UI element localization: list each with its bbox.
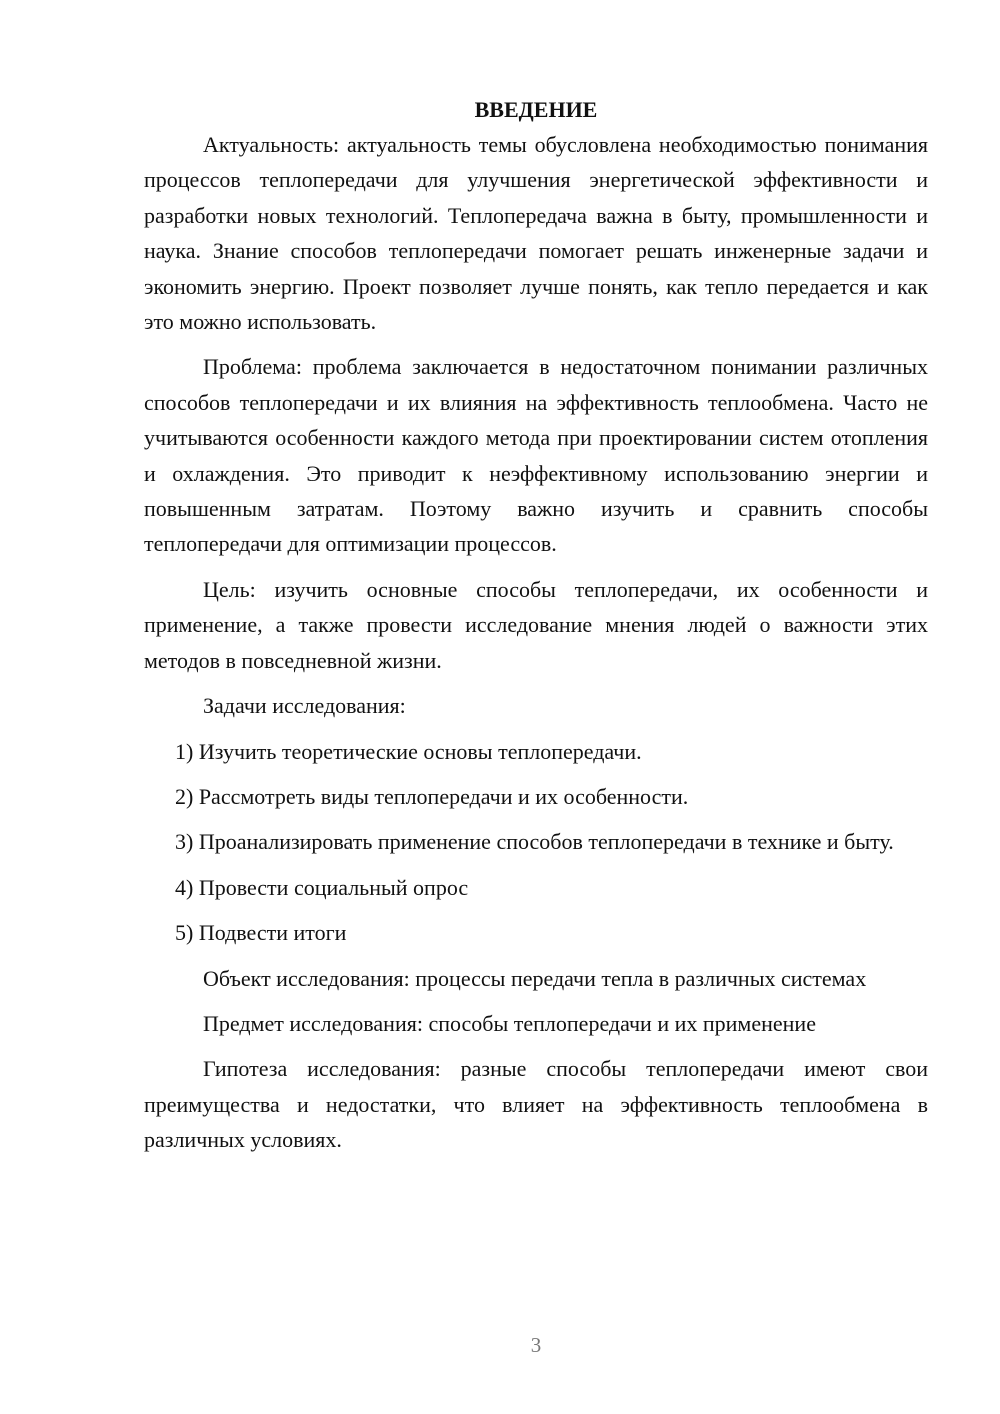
task-item: 4) Провести социальный опрос [175,874,469,900]
page-number: 3 [530,1333,542,1357]
task-item: 2) Рассмотреть виды теплопередачи и их особенности. [175,783,689,809]
task-item: 5) Подвести итоги [175,920,347,946]
paragraph-object: Объект исследования: процессы передачи тепла в различных системах [203,965,867,991]
paragraph-subject: Предмет исследования: способы теплопередачи и их применение [203,1010,816,1036]
paragraph-hypothesis: Гипотеза исследования: разные способы теплопередачи имеют свои преимущества и недостатки, что влияет на эффективность теплообмена в различных условиях. [144,1056,928,1153]
paragraph-tasks-heading: Задачи исследования: [203,693,406,719]
tasks-list [144,734,928,951]
paragraph-goal: Цель: изучить основные способы теплопередачи, их особенности и применение, а также провести исследование мнения людей о важности этих методов в повседневной жизни. [144,576,928,673]
task-item: 3) Проанализировать применение способов теплопередачи в технике и быту. [175,829,894,855]
page-title: ВВЕДЕНИЕ [474,97,598,122]
paragraph-problem: Проблема: проблема заключается в недостаточном понимании различных способов теплопередачи и их влияния на эффективность теплообмена. Часто не учитываются особенности каждого метода при проектировании систем отопления и охлаждения. Это приводит к неэффективному использованию энергии и повышенным затратам. Поэтому важно изучить и сравнить способы теплопередачи для оптимизации процессов. [144,354,928,557]
page-content [144,92,928,1168]
task-item: 1) Изучить теоретические основы теплопередачи. [175,738,642,764]
paragraph-relevance: Актуальность: актуальность темы обусловлена необходимостью понимания процессов теплопередачи для улучшения энергетической эффективности и разработки новых технологий. Теплопередача важна в быту, промышленности и наука. Знание способов теплопередачи помогает решать инженерные задачи и экономить энергию. Проект позволяет лучше понять, как тепло передается и как это можно использовать. [144,132,928,335]
